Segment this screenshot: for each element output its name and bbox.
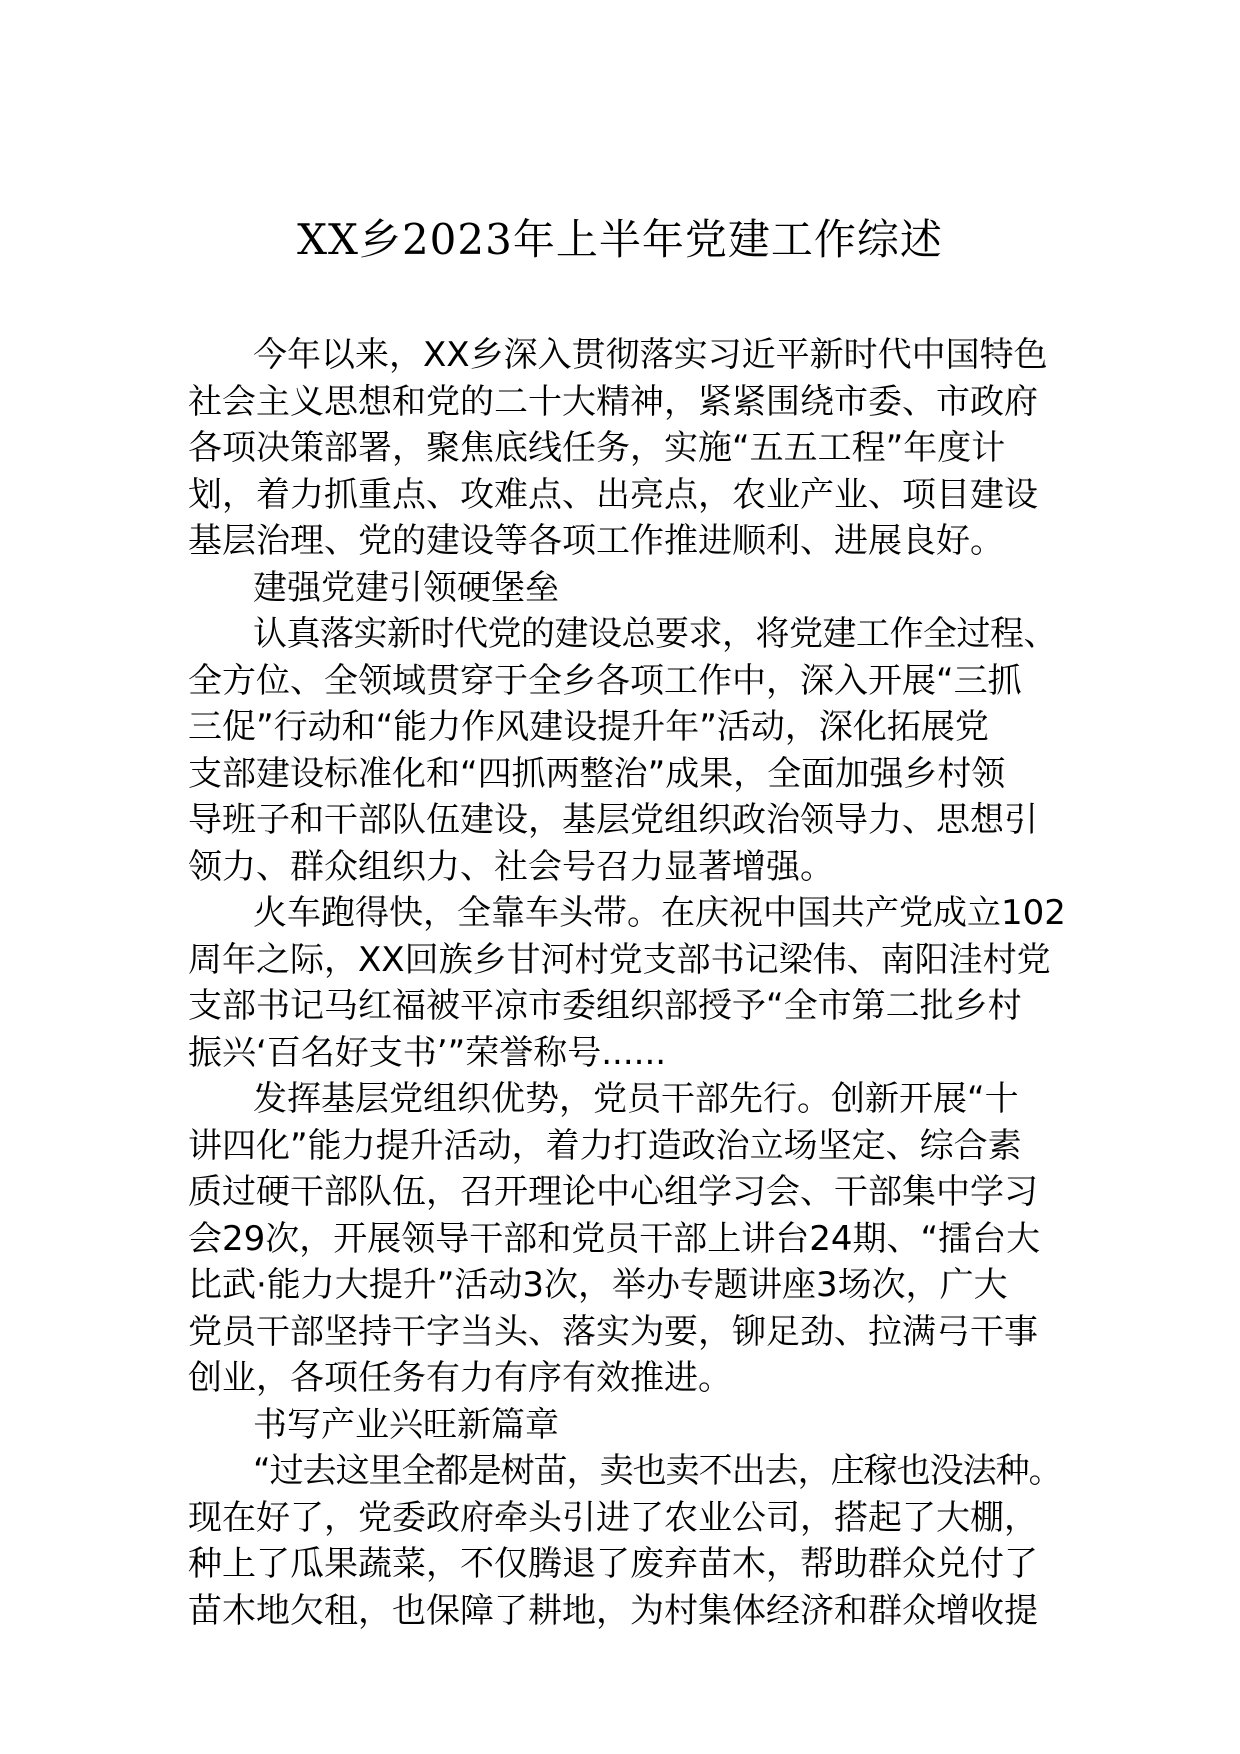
text-line: 党员干部坚持干字当头、落实为要，铆足劲、拉满弓干事 [188,1311,1038,1352]
text-line: 周年之际，XX回族乡甘河村党支部书记梁伟、南阳洼村党 [188,939,1051,980]
text-line: 振兴‘百名好支书’”荣誉称号...... [188,1032,667,1073]
text-line: 现在好了，党委政府牵头引进了农业公司，搭起了大棚， [188,1497,1038,1538]
text-line: 支部书记马红福被平凉市委组织部授予“全市第二批乡村 [188,986,1022,1026]
document-title: XX乡2023年上半年党建工作综述 [297,215,943,264]
text-line: 导班子和干部队伍建设，基层党组织政治领导力、思想引 [188,800,1038,840]
text-line: 种上了瓜果蔬菜，不仅腾退了废弃苗木，帮助群众兑付了 [188,1544,1038,1584]
text-line: 划，着力抓重点、攻难点、出亮点，农业产业、项目建设 [188,474,1038,515]
text-line: 书写产业兴旺新篇章 [253,1404,559,1445]
text-line: 讲四化”能力提升活动，着力打造政治立场坚定、综合素 [188,1125,1022,1166]
text-line: 基层治理、党的建设等各项工作推进顺利、进展良好。 [188,521,1004,561]
text-line: 社会主义思想和党的二十大精神，紧紧围绕市委、市政府 [188,381,1038,422]
text-line: 全方位、全领域贯穿于全乡各项工作中，深入开展“三抓 [188,660,1022,701]
text-line: 质过硬干部队伍，召开理论中心组学习会、干部集中学习 [188,1172,1038,1212]
text-line: 会29次，开展领导干部和党员干部上讲台24期、“擂台大 [188,1218,1041,1259]
text-line: 各项决策部署，聚焦底线任务，实施“五五工程”年度计 [188,428,1006,468]
text-line: 发挥基层党组织优势，党员干部先行。创新开展“十 [253,1079,1019,1119]
text-line: 建强党建引领硬堡垒 [253,567,559,608]
text-line: 领力、群众组织力、社会号召力显著增强。 [188,846,834,887]
text-line: “过去这里全都是树苗，卖也卖不出去，庄稼也没法种。 [253,1451,1062,1491]
document-body [188,332,1068,1634]
text-line: 创业，各项任务有力有序有效推进。 [188,1358,732,1398]
text-line: 认真落实新时代党的建设总要求，将党建工作全过程、 [253,614,1057,654]
text-line: 比武·能力大提升”活动3次，举办专题讲座3场次，广大 [188,1265,1008,1305]
text-line: 火车跑得快，全靠车头带。在庆祝中国共产党成立102 [253,893,1066,933]
text-line: 三促”行动和“能力作风建设提升年”活动，深化拓展党 [188,707,989,747]
text-line: 今年以来，XX乡深入贯彻落实习近平新时代中国特色 [253,335,1048,375]
text-line: 苗木地欠租，也保障了耕地，为村集体经济和群众增收提 [188,1590,1038,1631]
text-line: 支部建设标准化和“四抓两整治”成果，全面加强乡村领 [188,753,1006,794]
